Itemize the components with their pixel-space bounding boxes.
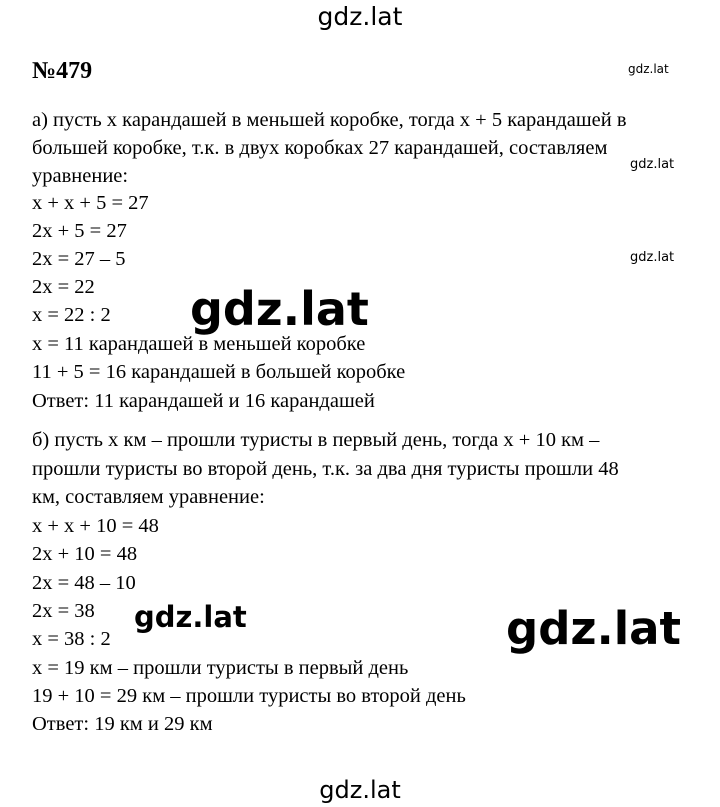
part-b-line: 2х = 38 — [32, 600, 95, 622]
part-a-line: большей коробке, т.к. в двух коробках 27 карандашей, составляем — [32, 137, 608, 159]
watermark-small-1: gdz.lat — [628, 62, 669, 76]
part-a-line: 2х = 27 – 5 — [32, 248, 126, 270]
watermark-large-3: gdz.lat — [506, 602, 682, 655]
part-b-line: 19 + 10 = 29 км – прошли туристы во второй день — [32, 685, 466, 707]
part-a-line: 11 + 5 = 16 карандашей в большей коробке — [32, 361, 406, 383]
part-b-line: х = 38 : 2 — [32, 628, 111, 650]
part-a-line: а) пусть х карандашей в меньшей коробке, тогда х + 5 карандашей в — [32, 109, 627, 131]
watermark-bottom: gdz.lat — [319, 776, 401, 804]
part-a-line: х = 11 карандашей в меньшей коробке — [32, 333, 366, 355]
part-b-line: х = 19 км – прошли туристы в первый день — [32, 657, 409, 679]
watermark-small-2: gdz.lat — [630, 157, 675, 172]
part-b-line: 2х + 10 = 48 — [32, 543, 138, 565]
part-b-line: х + х + 10 = 48 — [32, 515, 159, 537]
watermark-small-3: gdz.lat — [630, 250, 675, 265]
watermark-large-2: gdz.lat — [134, 600, 247, 634]
part-a-line: 2х = 22 — [32, 276, 95, 298]
watermark-large-1: gdz.lat — [190, 282, 369, 336]
part-a-line: х = 22 : 2 — [32, 304, 111, 326]
watermark-top: gdz.lat — [317, 2, 403, 31]
problem-number: №479 — [32, 58, 93, 84]
part-b-answer: Ответ: 19 км и 29 км — [32, 713, 213, 735]
part-b-line: 2х = 48 – 10 — [32, 572, 136, 594]
part-b-line: км, составляем уравнение: — [32, 486, 265, 508]
part-b-line: прошли туристы во второй день, т.к. за два дня туристы прошли 48 — [32, 458, 619, 480]
part-a-answer: Ответ: 11 карандашей и 16 карандашей — [32, 390, 375, 412]
part-a-line: х + х + 5 = 27 — [32, 192, 149, 214]
part-b-line: б) пусть х км – прошли туристы в первый день, тогда х + 10 км – — [32, 429, 600, 451]
part-a-line: 2х + 5 = 27 — [32, 220, 127, 242]
part-a-line: уравнение: — [32, 165, 129, 187]
